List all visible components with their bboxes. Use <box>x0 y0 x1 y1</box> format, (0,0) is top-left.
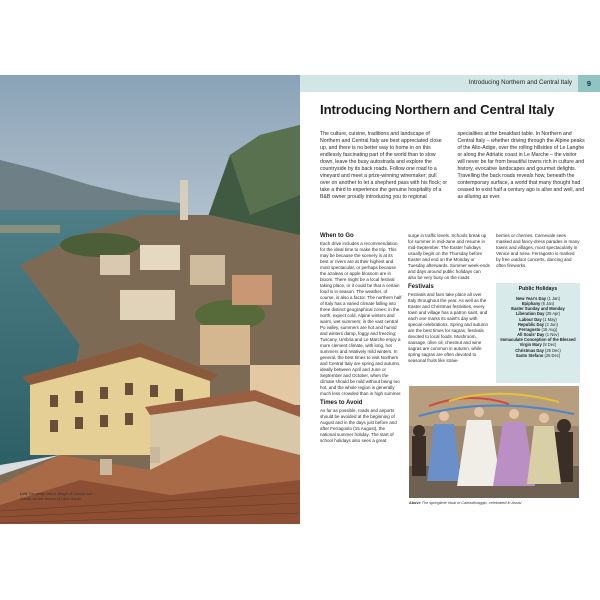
holiday-item: Labour Day (1 May) <box>519 316 557 322</box>
caption-text: The springtime ritual of Calendimaggio, celebrated in Assisi <box>421 501 522 505</box>
intro-text <box>320 131 585 201</box>
holiday-item: Santo Stefano (26 Dec) <box>515 352 561 358</box>
public-holidays-list <box>496 296 580 358</box>
traffic-continuation-text: surge in traffic levels. Schools break up for summer in mid-June and resume in mid-September. The Easter holidays usually begin on the Thursday before Easter and end on the Monday or Tuesday afterwards. Summer week-ends and days around public holidays can also be very busy on the roads. <box>408 233 490 280</box>
caption-label: Left <box>20 492 27 496</box>
holiday-item: Easter Sunday and Monday <box>511 306 565 312</box>
column-1 <box>320 233 402 447</box>
intro-paragraph: The culture, cuisine, traditions and landscape of Northern and Central Italy are best appreciated close up, and there is no better way to home in on this endlessly fascinating part of the world than to slow down, leave the busy autostrada and explore the countryside by its back roads. Follow one road to a vineyard and meet a prize-winning winemaker; pull over on another to let a shepherd pass with his flock; or take a third to experience the genuine hospitality of a B&B owner proudly introducing you to regional <box>320 131 448 201</box>
page-number: 9 <box>578 75 600 92</box>
lake-garda-photo <box>0 75 300 524</box>
book-spread <box>0 75 600 524</box>
intro-paragraph: specialities at the breakfast table. In Northern and Central Italy – whether driving through the Alpine peaks of the Alto-Adige, over the rolling hillsides of Le Langhe or along the Adriatic coast in Le Marche – the visitor will never be far from beautiful towns rich in culture and history, evocative landscapes and gourmet delights. Travelling the back roads reveals how, beneath the contemporary surface, a world that many thought had ceased to exist half a century ago is alive and well, and as alluring as ever. <box>457 131 585 201</box>
holiday-item: Ferragosto (15 Aug) <box>518 326 557 332</box>
holiday-item: All Souls' Day (1 Nov) <box>517 332 559 338</box>
right-caption <box>409 501 581 506</box>
holiday-item: Epiphany (6 Jan) <box>521 301 555 307</box>
caption-text: The pretty resort village of Limone sul Garda, on the shores of Lake Garda <box>20 492 92 501</box>
caption-label: Above <box>409 501 421 505</box>
festivals-text: Festivals and fairs take place all over Italy throughout the year. As well as the Easter and Christmas festivities, every town and village has a patron saint, and each one marks its saint's day with special celebrations. Spring and autumn are the best times for sagras, festivals devoted to local foods. Mushroom, sausage, olive oil, chestnut and wine sagras are common in autumn, while spring sagras are often devoted to seasonal fruits like straw- <box>408 292 489 363</box>
holiday-item: Christmas Day (25 Dec) <box>515 347 561 353</box>
when-to-go-heading: When to Go <box>320 233 354 239</box>
page-title: Introducing Northern and Central Italy <box>320 102 555 117</box>
festivals-continuation-text: berries or cherries. Carnevale sees masked and fancy-dress parades in many towns and villages, most spectacularly in Venice and Ivrea. Ferragosto is marked by free outdoor concerts, dancing and often fireworks. <box>496 233 580 268</box>
festivals-heading: Festivals <box>408 284 434 290</box>
when-to-go-text: Each drive includes a recommendation for the ideal time to make the trip. This may be because the scenery is at its best or rivers are at their highest and most spectacular, or perhaps because the azaleas or apple blossom are in bloom. There might be a local festival taking place, or it could be that a certain food is in season. The weather, of course, is also a factor. The northern half of Italy has a varied climate falling into three distinct geographical zones: in the north, expect cold, Alpine winters and warm, wet summers; in the vast central Po valley, summers are hot and humid and winters damp, foggy and freezing; Tuscany, Umbria and Le Marche enjoy a more clement climate, with long, hot summers and relatively mild winters. In general, the best times to visit Northern and Central Italy are spring and autumn, ideally between April and June or September and October, when the climate should be mild without being too hot, and the whole region is generally much less crowded than in high summer. <box>320 241 402 396</box>
holiday-item: Republic Day (2 Jun) <box>518 321 558 327</box>
public-holidays-box <box>496 283 580 383</box>
times-to-avoid-heading: Times to Avoid <box>320 400 363 406</box>
holiday-item: Liberation Day (25 Apr) <box>515 311 561 317</box>
holiday-item: Immaculate Conception of the Blessed Virgin Mary (8 Dec) <box>500 337 576 348</box>
column-3 <box>496 233 580 272</box>
public-holidays-heading: Public Holidays <box>518 286 558 292</box>
right-page <box>300 75 600 524</box>
left-caption <box>20 492 100 502</box>
calendimaggio-photo <box>409 386 579 498</box>
times-to-avoid-text: As far as possible, roads and airports should be avoided at the beginning of August and in the days just before and after Ferragosto (15 August), the national summer holiday. The start of school holidays also sees a great <box>320 408 397 443</box>
column-2 <box>408 233 490 367</box>
holiday-item: New Year's Day (1 Jan) <box>516 296 560 301</box>
running-head-text: Introducing Northern and Central Italy <box>468 79 572 86</box>
running-head <box>300 75 600 92</box>
